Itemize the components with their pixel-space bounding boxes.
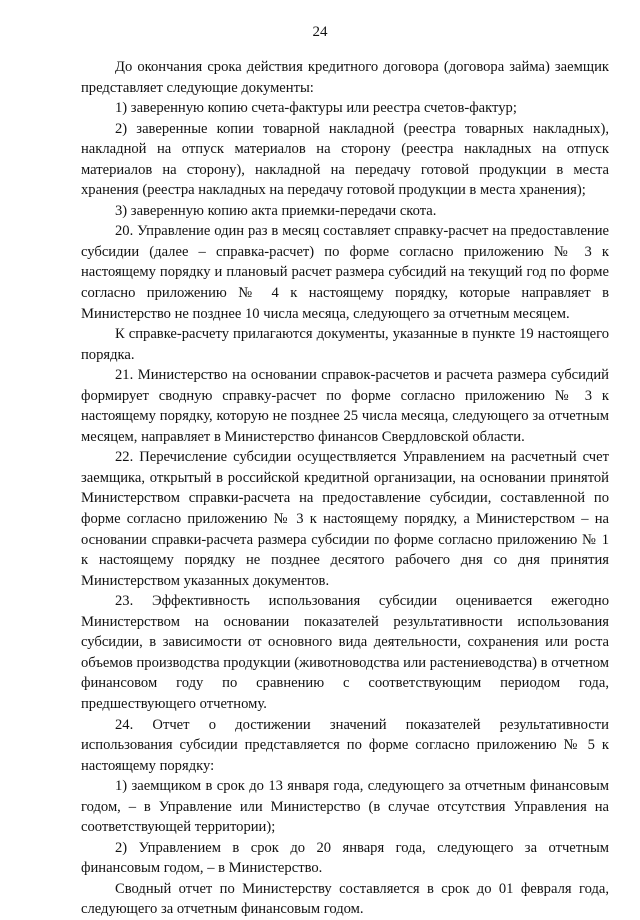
paragraph-clause-24: 24. Отчет о достижении значений показателей результативности использования субсидии представляется по форме согласно приложению № 5 к настоящему порядку: (81, 716, 609, 774)
paragraph-intro: До окончания срока действия кредитного договора (договора займа) заемщик представляет следующие документы: (81, 59, 609, 96)
paragraph-clause-23: 23. Эффективность использования субсидии оценивается ежегодно Министерством на основании показателей результативности использования субсидии, в зависимости от основного вида деятельности, сохранения или роста объемов производства продукции (животноводства или растениеводства) в отчетном финансовом году по сравнению с соответствующим периодом года, предшествующего отчетному. (81, 593, 609, 712)
paragraph-item-3: 3) заверенную копию акта приемки-передачи скота. (115, 202, 437, 219)
paragraph-clause-22: 22. Перечисление субсидии осуществляется Управлением на расчетный счет заемщика, открытый в российской кредитной организации, на основании принятой Министерством справки-расчета на предоставление субсидии, составленной по форме согласно приложению № 3 к настоящему порядку, а Министерством – на основании справки-расчета размера субсидии по форме согласно приложению № 1 к настоящему порядку не позднее десятого рабочего дня со дня принятия Министерством указанных документов. (81, 449, 609, 589)
document-body (81, 57, 609, 920)
paragraph-clause-24-item-2: 2) Управлением в срок до 20 января года, следующего за отчетным финансовым годом, – в Министерство. (81, 839, 609, 877)
paragraph-clause-20: 20. Управление один раз в месяц составляет справку-расчет на предоставление субсидии (далее – справка-расчет) по форме согласно приложению № 3 к настоящему порядку и плановый расчет размера субсидий на текущий год по форме согласно приложению № 4 к настоящему порядку, которые направляет в Министерство не позднее 10 числа месяца, следующего за отчетным месяцем. (81, 223, 609, 322)
paragraph-clause-21: 21. Министерство на основании справок-расчетов и расчета размера субсидий формирует сводную справку-расчет по форме согласно приложению № 3 к настоящему порядку, которую не позднее 25 числа месяца, следующего за отчетным месяцем, направляет в Министерство финансов Свердловской области. (81, 367, 609, 445)
paragraph-item-2: 2) заверенные копии товарной накладной (реестра товарных накладных), накладной на отпуск материалов на сторону (реестра накладных на отпуск материалов на сторону), накладной на передачу готовой продукции в места хранения (реестра накладных на передачу готовой продукции в места хранения); (81, 120, 609, 199)
paragraph-clause-24-item-1: 1) заемщиком в срок до 13 января года, следующего за отчетным финансовым годом, – в Управление или Министерство (в случае отсутствия Управления на соответствующей территории); (81, 778, 609, 836)
paragraph-item-1: 1) заверенную копию счета-фактуры или реестра счетов-фактур; (115, 100, 517, 117)
page-number: 24 (312, 24, 328, 40)
paragraph-clause-20-attachments: К справке-расчету прилагаются документы, указанные в пункте 19 настоящего порядка. (81, 326, 609, 363)
paragraph-summary-report: Сводный отчет по Министерству составляется в срок до 01 февраля года, следующего за отчетным финансовым годом. (81, 880, 609, 918)
